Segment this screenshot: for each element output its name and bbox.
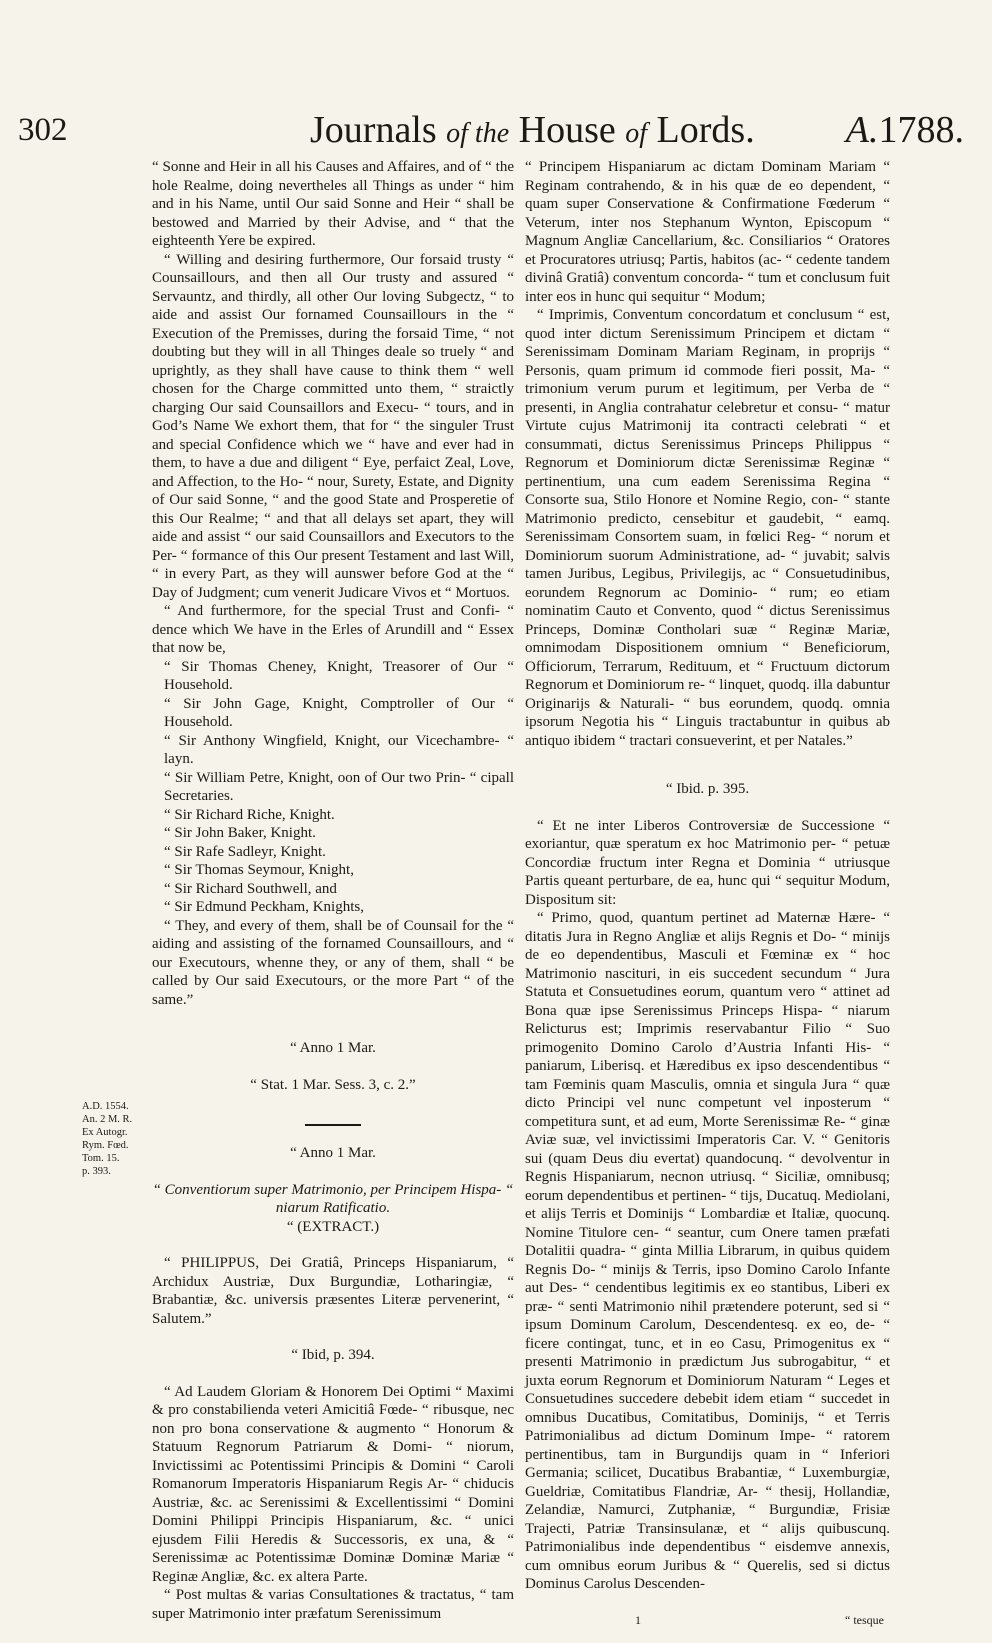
paragraph: “ Primo, quod, quantum pertinet ad Maternæ Hære- “ ditatis Jura in Regno Angliæ et alijs Regnis et Do- “ minijs de eo dependentibus, Masculi et Fœminæ ex “ hoc Matrimonio nascituri, in eis succedent secundum “ Jura Statuta et Consuetudines eorum, quantum vero “ attinet ad Bona quæ ipse Serenissimus Princeps Hispa- “ niarum Relicturus est; Imprimis reservabantur Filio “ Suo primogenito Domino Carolo d’Austria Infanti His- “ paniarum, Liberisq. et Hæredibus ex ipso descendentibus “ tam Fœminis quam Masculis, omnia et singula Jura “ quæ dicto Principi vel nunc competunt vel inposterum “ competitura sunt, et ad eum, Morte Serenissimæ Re- “ ginæ Aviæ suæ, vel invictissimi Imperatoris Car. V. “ Genitoris sui (quam Deus diu evertat) quandocunq. “ devolventur in Regnis Hispaniarum, necnon utriusq. “ Siciliæ, omnibusq; eorum dependentibus et pertinen- “ tijs, Ducatuq. Mediolani, et alijs Terris et Dominijs “ Lombardiæ et Italiæ, quocunq. Nomine Titulore cen- “ seantur, cum Onere tamen præfati Dotalitii quadra- “ ginta Millia Librarum, in quibus quidem Regnis Do- “ minijs & Terris, ipso Domino Carolo Infante aut Des- “ cendentibus legitimis ex eo stantibus, Liberi ex præ- “ senti Matrimonio nihil prætendere poterunt, sed si “ ipsum Dominum Carolum, Descendentesq. ex eo, de- “ ficere contingat, tunc, et in eo Casu, Primogenitus ex “ presenti Matrimonio in prædictum Jus subrogabitur, “ et juxta eorum Regnorum et Dominiorum Naturam “ Leges et Consuetudines succedere debebit idem etiam “ succedet in omnibus Ducatibus, Comitatibus, Dominijs, “ et Terris Patrimonialibus ad dictum Dominum Impe- “ ratorem pertinentibus, tam in Burgundijs quam in “ Inferiori Germania; scilicet, Ducatibus Brabantiæ, “ Luxemburgiæ, Gueldriæ, Comitatibus Flandriæ, Ar- “ thesij, Hollandiæ, Zelandiæ, Namurci, Zutphaniæ, “ Burgundiæ, Frisiæ Trajecti, Patriæ Transinsulanæ, et “ alijs quibuscunq. Patrimonialibus inde dependentibus “ eisdemve annexis, cum omnibus eorum Juribus & “ Querelis, sed si dictus Dominus Carolus Descenden- (525, 910, 890, 1592)
paragraph: “ Et ne inter Liberos Controversiæ de Successione “ exoriantur, quæ speratum ex hoc Matrimonio per- “ petuæ Concordiæ fructum inter Regna et Dominia “ utriusque Partis queant perturbare, de ea, hunc qui “ sequitur Modum, Dispositum sit: (525, 817, 890, 908)
paragraph: “ They, and every of them, shall be of Counsail for the “ aiding and assisting of the fornamed Counsaillours, and “ our Executours, whenne they, or any of them, shall “ be called by Our said Executours, or the more Part “ of the same.” (152, 917, 514, 1008)
list-item: “ Sir Richard Southwell, and (164, 880, 337, 897)
list-item: “ Sir Anthony Wingfield, Knight, our Vicechambre- “ layn. (164, 732, 514, 767)
list-item: “ Sir Edmund Peckham, Knights, (164, 899, 364, 915)
heading: “ (EXTRACT.) (286, 1218, 380, 1235)
paragraph: “ Imprimis, Conventum concordatum et conclusum “ est, quod inter dictum Serenissimum Principem et dictam “ Serenissimam Dominam Mariam Reginam, in proprijs “ Personis, quam primum id commode fieri possit, Ma- “ trimonium verum purum et legitimum, per Verba de “ presenti, in Anglia contrahatur celebretur et consu- “ matur Virtute cujus Matrimonij ita contracti celebrati “ et consummati, dictus Serenissimus Princeps Philippus “ Regnorum et Dominiorum dictæ Serenissimæ Reginæ “ pertinentium, una cum eadem Serenissima Regina “ Consorte sua, Stilo Honore et Nomine Regio, con- “ stante Matrimonio predicto, censebitur et gaudebit, “ eamq. Serenissimam Consortem suam, in fœlici Reg- “ norum et Dominiorum suorum Administratione, ad- “ juvabit; salvis tamen Juribus, Legibus, Privilegijs, ac “ Consuetudinibus, eorundem Regnorum ac Dominio- “ rum; eo etiam nominatim Cauto et Convento, quod “ dictus Serenissimus Princeps, Dominæ Contholari suæ “ Reginæ Mariæ, omnimodam Dispositionem omnium “ Beneficiorum, Officiorum, Terrarum, Redituum, et “ Fructuum dictorum Regnorum et Dominiorum re- “ linquet, quodq. illa dabuntur Originarijs & Naturali- “ bus eorundem, quodq. omnia ipsorum Negotia his “ Linguis tractabuntur in quibus ab antiquo ibidem “ tractari consueverint, et per Natales.” (525, 307, 890, 749)
list-item: “ Sir John Baker, Knight. (164, 825, 316, 841)
running-title: Journals of the House of Lords. (310, 109, 755, 151)
paragraph: “ Ad Laudem Gloriam & Honorem Dei Optimi “ Maximi & pro constabilienda veteri Amicitiâ Fœde- “ ribusque, nec non pro bona conservatione & augmento “ Honorum & Statuum Regnorum Patriarum & Domi- “ niorum, Invictissimi ac Potentissimi Principis & Domini “ Caroli Romanorum Imperatoris Hispaniarum Regis Ar- “ chiducis Austriæ, &c. ac Serenissimi & Excellentissimi “ Domini Domini Philippi Principis Hispaniarum, &c. “ unici ejusdem Filii Heredis & Successoris, ex una, & “ Serenissimæ ac Potentissimæ Dominæ Dominæ Mariæ “ Reginæ Angliæ, &c. ex altera Parte. (152, 1383, 514, 1585)
list-item: “ Sir Thomas Seymour, Knight, (164, 862, 354, 878)
year: A.1788. (845, 109, 964, 151)
paragraph: “ Sonne and Heir in all his Causes and Affaires, and of “ the hole Realme, doing nevertheles all Things as under “ him and in his Name, until Our said Sonne and Heir “ shall be bestowed and Married by their Advise, and “ that the eighteenth Yere be expired. (152, 159, 514, 249)
catchword: “ tesque (845, 1613, 884, 1627)
paragraph: “ Willing and desiring furthermore, Our forsaid trusty “ Counsaillours, and then all Our trusty and assured “ Servauntz, and thirdly, all other Our loving Subgectz, “ to aide and assist Our fornamed Counsaillours in the “ Execution of the Premisses, during the forsaid Time, “ not doubting but they will in all Thinges deale so truely “ and uprightly, as they shall have cause to think them “ well chosen for the Charge committed unto them, “ straictly charging Our said Counsaillors and Execu- “ tours, and in God’s Name We exhort them, that for “ the singuler Trust and special Confidence which we “ have and ever had in them, to have a due and diligent “ Eye, perfaict Zeal, Love, and Affection, to the Ho- “ nour, Surety, Estate, and Dignity of Our said Sonne, “ and the good State and Prosperetie of this Our Realme; “ and that all delays set apart, they will aide and assist “ our said Counsaillors and Executors to the Per- “ formance of this Our present Testament and last Will, “ in every Part, as they will aunswer before God at the “ Day of Judgment; cum venerit Judicare Vivos et “ Mortuos. (152, 251, 514, 601)
page-number: 302 (18, 112, 68, 148)
margin-note: A.D. 1554. An. 2 M. R. Ex Autogr. Rym. Fœd. Tom. 15. p. 393. (82, 1101, 133, 1177)
list-item: “ Sir Richard Riche, Knight. (164, 806, 335, 823)
list-item: “ Sir William Petre, Knight, oon of Our two Prin- “ cipall Secretaries. (164, 769, 514, 804)
paragraph: “ And furthermore, for the special Trust and Confi- “ dence which We have in the Erles of Arundill and “ Essex that now be, (152, 603, 514, 656)
signature-mark: 1 (635, 1613, 641, 1627)
list-item: “ Sir Thomas Cheney, Knight, Treasorer of Our “ Household. (164, 658, 514, 693)
list-item: “ Sir Rafe Sadleyr, Knight. (164, 843, 326, 860)
heading: “ Stat. 1 Mar. Sess. 3, c. 2.” (250, 1076, 416, 1093)
paragraph: “ Post multas & varias Consultationes & tractatus, “ tam super Matrimonio inter præfatum Serenissimum (152, 1587, 514, 1622)
heading: “ Conventiorum super Matrimonio, per Principem Hispa- “ niarum Ratificatio. (152, 1181, 514, 1216)
paragraph: “ Principem Hispaniarum ac dictam Dominam Mariam “ Reginam contrahendo, & in his quæ de eo dependent, “ quam super Conservatione & Confirmatione Fœderum “ Veterum, inter nos Stephanum Wynton, Episcopum “ Magnum Angliæ Cancellarium, &c. Consiliarios “ Oratores et Procuratores utriusq; Partis, habitos (ac- “ cedente tandem divinâ Gratiâ) conventum concorda- “ tum et conclusum fuit inter eos in hunc qui sequitur “ Modum; (525, 159, 890, 305)
heading: “ Anno 1 Mar. (290, 1040, 376, 1056)
list-item: “ Sir John Gage, Knight, Comptroller of Our “ Household. (164, 695, 514, 730)
left-column (152, 158, 514, 1623)
paragraph: “ PHILIPPUS, Dei Gratiâ, Princeps Hispaniarum, “ Archidux Austriæ, Dux Burgundiæ, Lotharingiæ, “ Brabantiæ, &c. universis præsentes Literæ pervenerint, “ Salutem.” (152, 1255, 514, 1327)
right-column (525, 158, 890, 1594)
running-header (0, 0, 992, 150)
heading: “ Ibid, p. 394. (291, 1347, 375, 1363)
heading: “ Anno 1 Mar. (290, 1145, 376, 1161)
heading: “ Ibid. p. 395. (665, 781, 750, 797)
